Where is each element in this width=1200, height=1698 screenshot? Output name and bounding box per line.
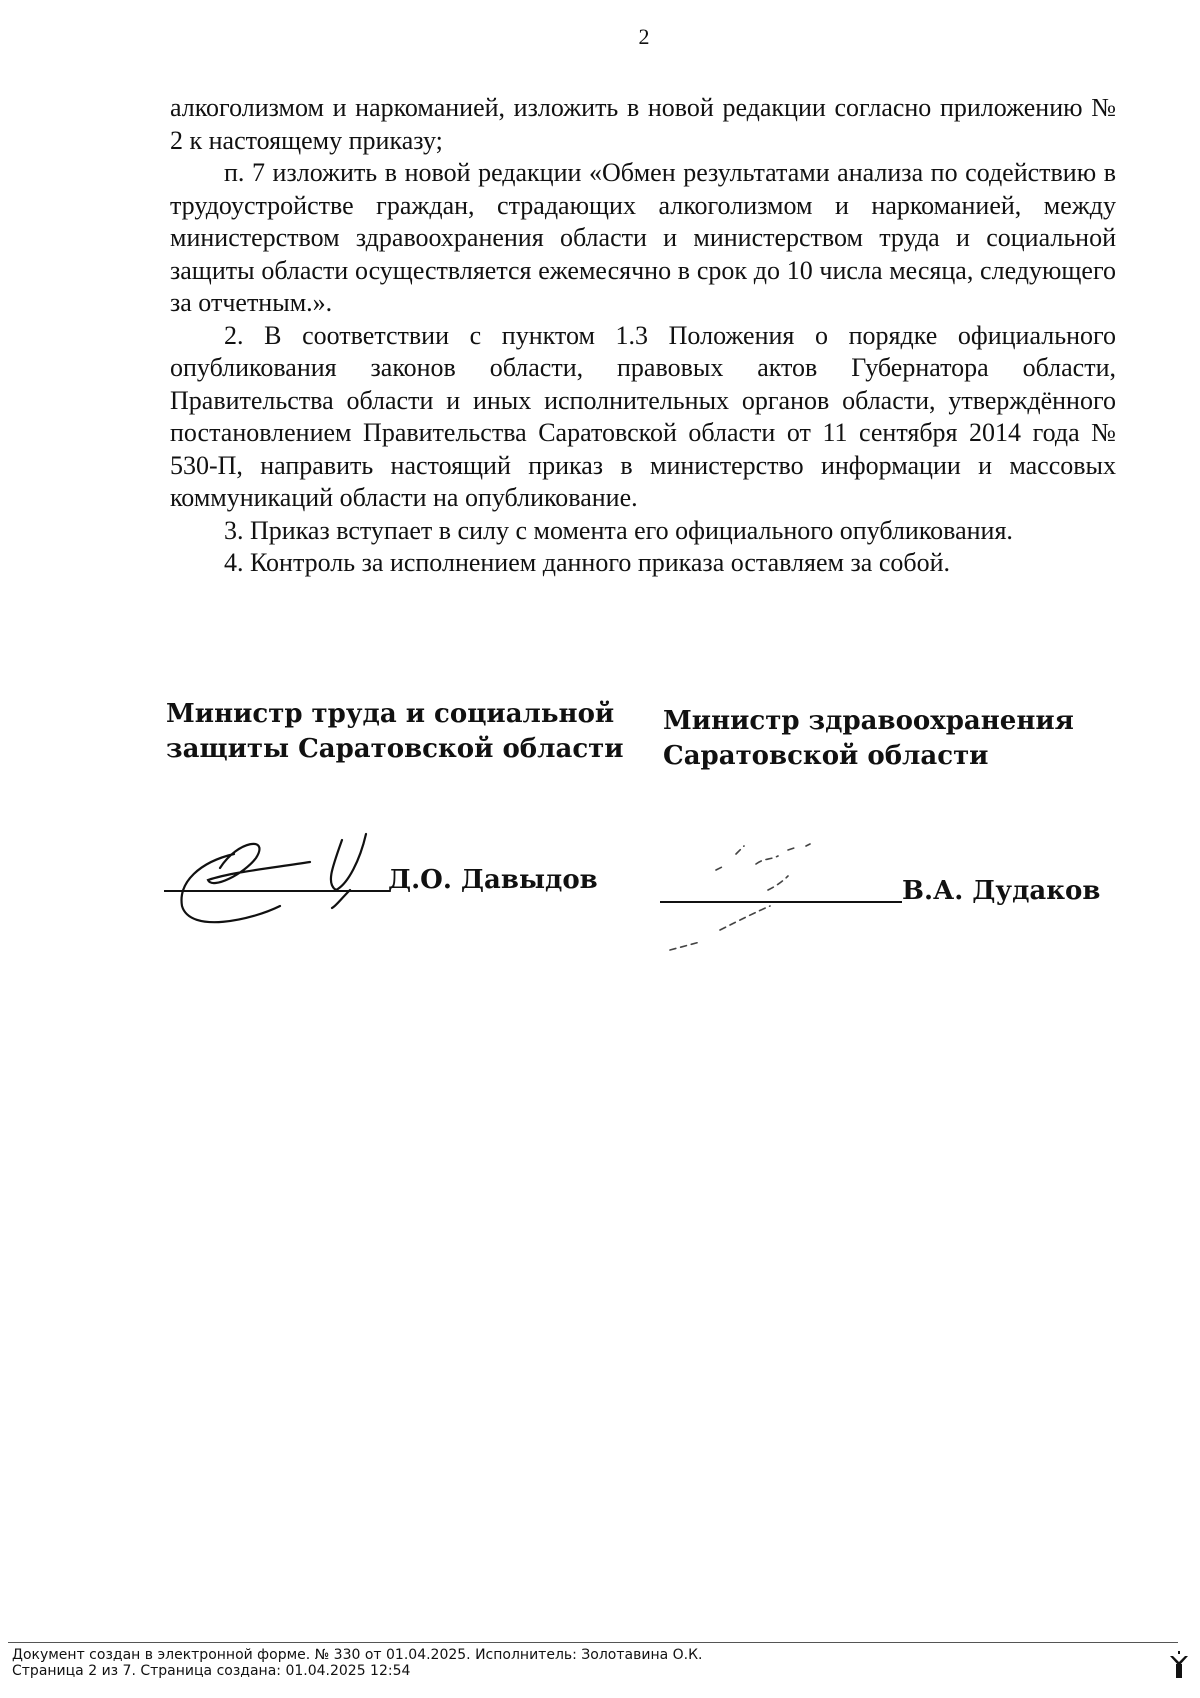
right-signatory-title-line2: Саратовской области <box>663 741 989 771</box>
paragraph-4: 4. Контроль за исполнением данного приказа оставляем за собой. <box>224 548 951 577</box>
page-number: 2 <box>638 24 650 49</box>
footer-divider <box>8 1642 1178 1643</box>
paragraph-2: 2. В соответствии с пунктом 1.3 Положения о порядке официального опубликования законов области, правовых актов Губернатора области, Правительства области и иных исполнительных органов области, утверждённого постановлением Правительства Саратовской области от 11 сентября 2014 года № 530-П, направить настоящий приказ в министерство информации и массовых коммуникаций области на опубликование. <box>170 320 1116 512</box>
left-signatory-title <box>166 697 624 767</box>
paragraph-continuation: алкоголизмом и наркоманией, изложить в новой редакции согласно приложению № 2 к настоящему приказу; <box>170 93 1116 155</box>
footer-line-2: Страница 2 из 7. Страница создана: 01.04.2025 12:54 <box>12 1663 411 1679</box>
left-handwritten-signature <box>160 810 420 940</box>
right-signatory-name: В.А. Дудаков <box>902 876 1101 906</box>
right-handwritten-signature <box>660 830 940 950</box>
document-body <box>170 92 1116 580</box>
paragraph-3: 3. Приказ вступает в силу с момента его официального опубликования. <box>224 515 1013 545</box>
emblem-icon <box>1168 1650 1190 1680</box>
footer <box>12 1647 703 1679</box>
left-signatory-name: Д.О. Давыдов <box>388 865 598 895</box>
left-signatory-title-line1: Министр труда и социальной <box>166 699 615 729</box>
right-signatory-title-line1: Министр здравоохранения <box>663 706 1074 736</box>
paragraph-item-7: п. 7 изложить в новой редакции «Обмен результатами анализа по содействию в трудоустройстве граждан, страдающих алкоголизмом и наркоманией, между министерством здравоохранения области и министерством труда и социальной защиты области осуществляется ежемесячно в срок до 10 числа месяца, следующего за отчетным.». <box>170 158 1116 317</box>
footer-line-1: Документ создан в электронной форме. № 330 от 01.04.2025. Исполнитель: Золотавина О.К. <box>12 1647 703 1663</box>
left-signatory-title-line2: защиты Саратовской области <box>166 734 624 764</box>
right-signatory-title <box>663 704 1083 774</box>
